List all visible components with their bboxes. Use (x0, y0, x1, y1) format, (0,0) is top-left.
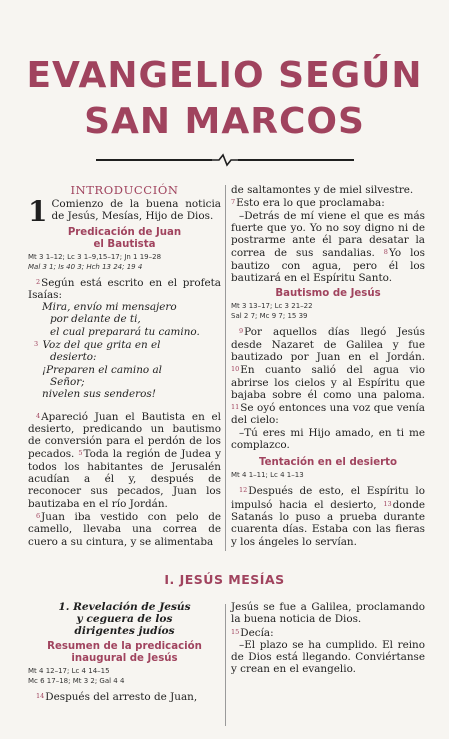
verse-14: 14Después del arresto de Juan, (36, 691, 198, 703)
verse-1: 1 Comienzo de la buena noticia de Jesús, Mesías, Hijo de Dios. (28, 195, 221, 228)
verse-15-speech: –El plazo se ha cumplido. El reino de Dios está llegando. Conviértanse y crean en el evangelio. (231, 638, 425, 676)
book-title-line1: EVANGELIO SEGÚN (26, 55, 423, 96)
column-divider (225, 604, 226, 726)
quote-line: el cual preparará tu camino. (50, 325, 200, 338)
section-heading-tentacion: Tentación en el desierto (258, 457, 398, 469)
verse-9-11: 9Por aquellos días llegó Jesús desde Nazaret de Galilea y fue bautizado por Juan en el Jordán. 10En cuanto salió del agua vio abrirse los cielos y al Espíritu que bajaba sobre él como una paloma. 11Se oyó entonces una voz que venía del cielo: (231, 326, 425, 427)
quote-line: Mira, envío mi mensajero (42, 301, 177, 314)
quote-line: 3 Voz del que grita en el (34, 339, 161, 352)
right-column (231, 184, 425, 548)
right-column-2 (231, 601, 425, 676)
cross-references-2: Mal 3 1; Is 40 3; Hch 13 24; 19 4 (28, 262, 143, 271)
part-heading: I. JESÚS MESÍAS (164, 572, 285, 587)
left-column-2 (28, 601, 221, 703)
cross-references: Mt 3 1–12; Lc 3 1–9,15–17; Jn 1 19–28 (28, 252, 162, 261)
verse-2: 2Según está escrito en el profeta Isaías: (28, 276, 221, 301)
verse-12-13: 12Después de esto, el Espíritu lo impulsó hacia el desierto, 13donde Satanás lo puso a prueba durante cuarenta días. Estaba con las fieras y los ángeles lo servían. (231, 485, 425, 548)
intro-heading: INTRODUCCIÓN (70, 183, 179, 197)
section-heading-resumen: Resumen de la predicación inaugural de Jesús (47, 641, 202, 664)
cross-references: Mt 3 13–17; Lc 3 21–22 (231, 302, 313, 311)
subsection-heading: 1. Revelación de Jesús y ceguera de los dirigentes judíos (58, 601, 191, 637)
left-column (28, 184, 221, 548)
cross-references-2: Mc 6 17–18; Mt 3 2; Gal 4 4 (28, 677, 125, 685)
verse-7: 7Esto era lo que proclamaba: (231, 197, 385, 210)
book-title-line2: SAN MARCOS (84, 101, 365, 142)
quote-line: nivelen sus senderos! (42, 388, 156, 401)
section-heading-juan: Predicación de Juan el Bautista (67, 226, 182, 250)
verse-6: 6Juan iba vestido con pelo de camello, llevaba una correa de cuero a su cintura, y se alimentaba (28, 510, 221, 548)
verse-7-speech: –Detrás de mí viene el que es más fuerte que yo. Yo no soy digno ni de postrarme ante él para desatar la correa de sus sandalias. 8Yo los bautizo con agua, pero él los bautizará en el Espíritu Santo. (231, 209, 425, 285)
quote-line: ¡Preparen el camino al (42, 363, 162, 376)
column-divider (225, 185, 226, 551)
verse-14-cont: Jesús se fue a Galilea, proclamando la buena noticia de Dios. (231, 601, 425, 626)
cross-references: Mt 4 1–11; Lc 4 1–13 (231, 471, 304, 480)
quote-line: Señor; (50, 375, 85, 388)
cross-references-2: Sal 2 7; Mc 9 7; 15 39 (231, 312, 308, 321)
chapter-number: 1 (28, 195, 48, 228)
verse-6-cont: de saltamontes y de miel silvestre. (231, 184, 414, 196)
section-heading-bautismo: Bautismo de Jesús (275, 288, 381, 300)
cross-references: Mt 4 12–17; Lc 4 14–15 (28, 667, 110, 675)
verse-15: 15Decía: (231, 626, 274, 639)
ornament-divider-icon (96, 153, 354, 167)
verse-4-5: 4Apareció Juan el Bautista en el desierto, predicando un bautismo de conversión para el perdón de los pecados. 5Toda la región de Judea y todos los habitantes de Jerusalén acudían a él y, después de reconocer sus pecados, Juan los bautizaba en el río Jordán. (28, 410, 221, 510)
verse-11-speech: –Tú eres mi Hijo amado, en ti me complazco. (231, 426, 425, 452)
quote-line: desierto: (50, 351, 97, 364)
quote-line: por delante de ti, (50, 313, 141, 326)
